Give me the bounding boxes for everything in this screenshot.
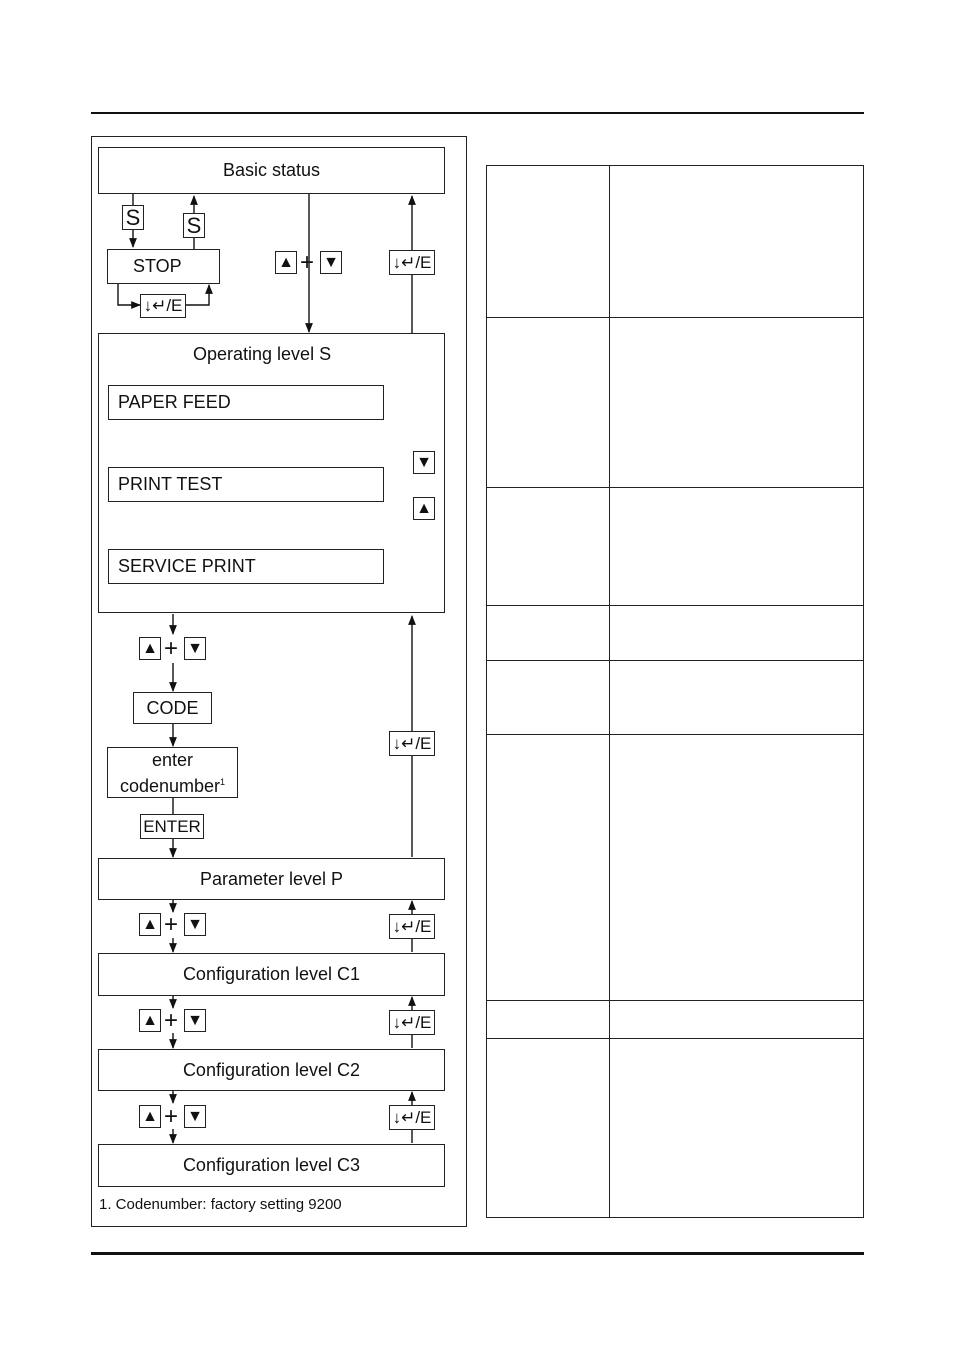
print-test-label: PRINT TEST	[118, 474, 223, 494]
footnote-marker: 1	[220, 776, 226, 787]
down-key-icon: ▼	[320, 251, 342, 274]
up-key-icon: ▲	[139, 913, 161, 936]
table-row-divider	[487, 317, 863, 318]
config-c2-label: Configuration level C2	[182, 1059, 361, 1080]
enter-label: enter	[151, 749, 194, 770]
up-key-icon: ▲	[275, 251, 297, 274]
paper-feed-box	[108, 385, 384, 420]
exit-key-icon: ↓↵/E	[389, 731, 435, 756]
stop-box	[107, 249, 220, 284]
basic-status-box	[98, 147, 445, 194]
table-row-divider	[487, 734, 863, 735]
service-print-box	[108, 549, 384, 584]
up-key-icon: ▲	[413, 497, 435, 520]
config-c2-box	[98, 1049, 445, 1091]
description-table	[486, 165, 864, 1218]
config-c1-label: Configuration level C1	[182, 964, 361, 984]
paper-feed-label: PAPER FEED	[118, 392, 231, 412]
exit-key-icon: ↓↵/E	[389, 1010, 435, 1035]
parameter-level-label: Parameter level P	[199, 868, 344, 889]
plus-icon: +	[164, 1007, 179, 1034]
table-row-divider	[487, 605, 863, 606]
config-c3-box	[98, 1144, 445, 1187]
down-key-icon: ▼	[184, 1105, 206, 1128]
code-box	[133, 692, 212, 724]
table-row-divider	[487, 1000, 863, 1001]
table-row-divider	[487, 487, 863, 488]
table-row-divider	[487, 660, 863, 661]
exit-key-icon: ↓↵/E	[389, 914, 435, 939]
service-print-label: SERVICE PRINT	[118, 556, 256, 576]
exit-key-icon: ↓↵/E	[389, 1105, 435, 1130]
down-key-icon: ▼	[413, 451, 435, 474]
stop-label: STOP	[133, 256, 182, 276]
operating-level-title: Operating level S	[193, 344, 332, 364]
exit-key-icon: ↓↵/E	[140, 294, 186, 318]
s-key-icon: S	[183, 213, 205, 238]
enter-key: ENTER	[140, 814, 204, 839]
config-c1-box	[98, 953, 445, 996]
exit-key-icon: ↓↵/E	[389, 250, 435, 275]
plus-icon: +	[164, 1103, 179, 1130]
codenumber-label: codenumber$^1$	[119, 775, 226, 796]
plus-icon: +	[300, 249, 315, 276]
up-key-icon: ▲	[139, 1105, 161, 1128]
parameter-level-box	[98, 858, 445, 900]
up-key-icon: ▲	[139, 637, 161, 660]
down-key-icon: ▼	[184, 637, 206, 660]
down-key-icon: ▼	[184, 913, 206, 936]
footnote: 1. Codenumber: factory setting 9200	[99, 1196, 342, 1213]
code-label: CODE	[146, 697, 199, 718]
down-key-icon: ▼	[184, 1009, 206, 1032]
up-key-icon: ▲	[139, 1009, 161, 1032]
enter-codenumber-box	[107, 747, 238, 798]
table-column-divider	[609, 166, 610, 1217]
print-test-box	[108, 467, 384, 502]
basic-status-label: Basic status	[222, 160, 321, 180]
config-c3-label: Configuration level C3	[182, 1155, 361, 1175]
plus-icon: +	[164, 911, 179, 938]
plus-icon: +	[164, 635, 179, 662]
table-row-divider	[487, 1038, 863, 1039]
s-key-icon: S	[122, 205, 144, 230]
